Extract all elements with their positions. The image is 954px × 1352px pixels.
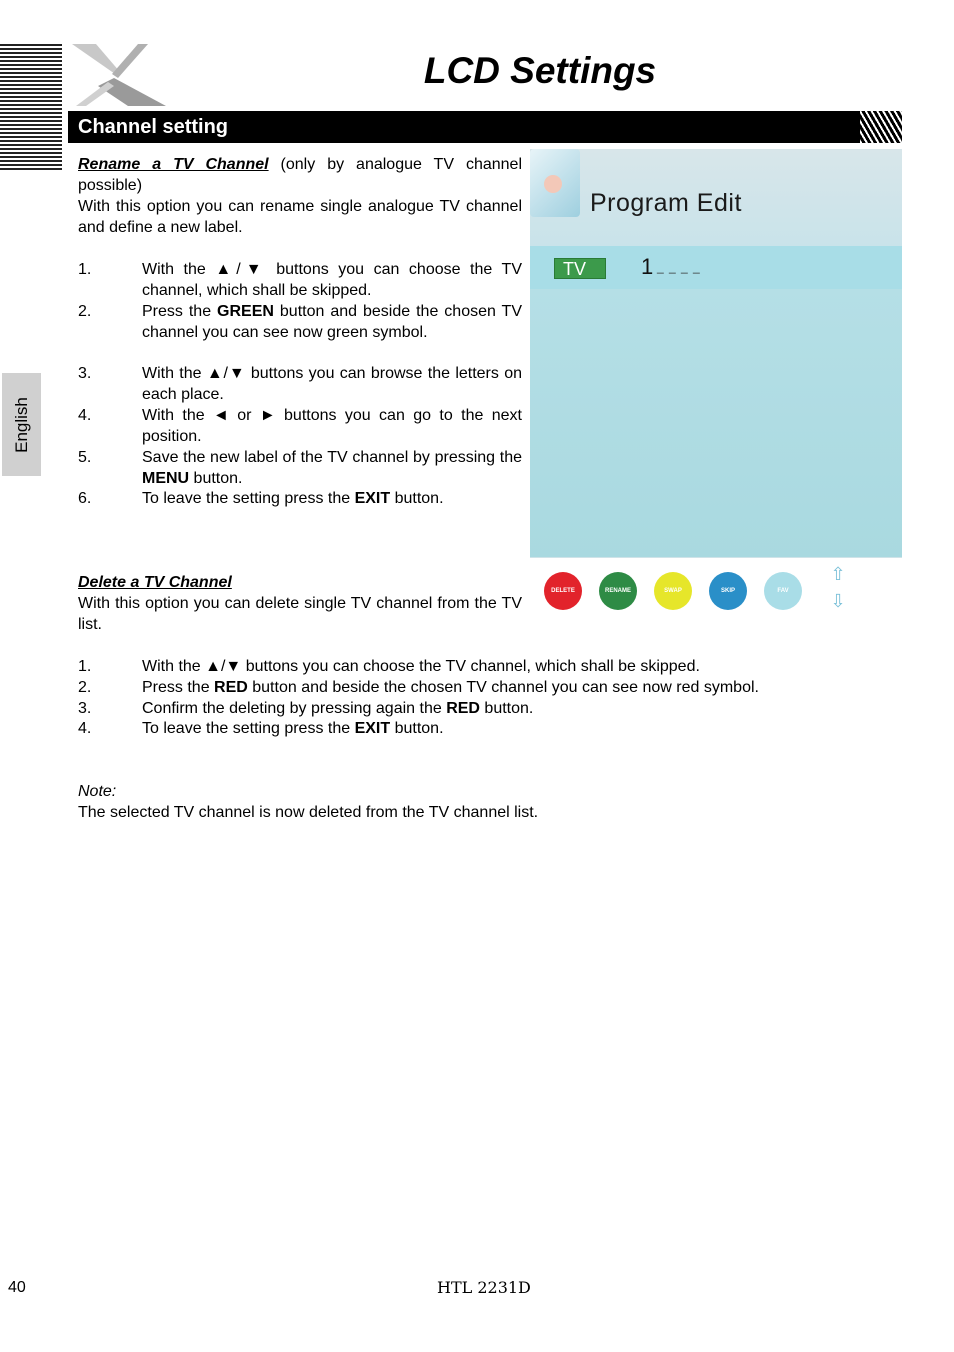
rename-heading-suffix: (only by analogue TV channel possible) (78, 156, 523, 194)
program-edit-header (530, 149, 902, 246)
delete-step-number: 2. (78, 679, 92, 696)
language-tab (2, 373, 41, 476)
delete-step-number: 1. (78, 658, 92, 675)
fav-button[interactable]: FAV (764, 572, 802, 610)
section-bar-decoration (860, 111, 902, 143)
header-stripes-decoration (0, 44, 62, 172)
rename-button[interactable]: RENAME (599, 572, 637, 610)
up-arrow-icon[interactable]: ⇧ (830, 564, 846, 584)
delete-intro-block (78, 572, 522, 635)
delete-step-text: To leave the setting press the EXIT button. (142, 720, 444, 737)
delete-heading: Delete a TV Channel (78, 574, 232, 591)
rename-intro-block (78, 154, 522, 238)
program-edit-icon (530, 149, 580, 217)
brand-logo (68, 42, 168, 108)
channel-list-area (530, 289, 902, 557)
rename-step-number: 6. (78, 490, 92, 507)
delete-step-number: 4. (78, 720, 92, 737)
rename-step-text: With the ◄ or ► buttons you can go to the next position. (142, 407, 522, 445)
rename-step-number: 5. (78, 449, 92, 466)
function-button-bar (530, 557, 902, 616)
note-label: Note: (78, 783, 117, 800)
swap-button[interactable]: SWAP (654, 572, 692, 610)
rename-step-text: Press the GREEN button and beside the chosen TV channel you can see now green symbol. (142, 303, 522, 341)
down-arrow-icon[interactable]: ⇩ (830, 591, 846, 611)
rename-step-text: To leave the setting press the EXIT button. (142, 490, 444, 507)
rename-step-text: Save the new label of the TV channel by pressing the MENU button. (142, 449, 522, 487)
channel-row[interactable] (530, 246, 902, 289)
delete-intro: With this option you can delete single TV channel from the TV list. (78, 595, 522, 633)
delete-step-text: Press the RED button and beside the chosen TV channel you can see now red symbol. (142, 679, 759, 696)
language-label: English (11, 396, 31, 453)
tv-badge: TV (554, 258, 606, 279)
rename-step-number: 4. (78, 407, 92, 424)
rename-step-text: With the ▲/▼ buttons you can choose the TV channel, which shall be skipped. (142, 261, 522, 299)
channel-number: 1 (641, 254, 654, 279)
section-header (68, 111, 902, 143)
note-text: The selected TV channel is now deleted from the TV channel list. (78, 804, 539, 821)
program-edit-screenshot (530, 149, 902, 616)
page-number: 40 (8, 1279, 26, 1296)
program-edit-title: Program Edit (590, 189, 742, 217)
rename-step-number: 2. (78, 303, 92, 320)
rename-heading: Rename a TV Channel (78, 156, 269, 173)
delete-step-text: With the ▲/▼ buttons you can choose the TV channel, which shall be skipped. (142, 658, 700, 675)
model-name: HTL 2231D (437, 1278, 531, 1297)
channel-label: _ _ _ _ (657, 260, 701, 274)
rename-step-number: 1. (78, 261, 92, 278)
page-title: LCD Settings (423, 50, 657, 91)
delete-step-number: 3. (78, 700, 92, 717)
rename-step-text: With the ▲/▼ buttons you can browse the letters on each place. (142, 365, 522, 403)
rename-intro: With this option you can rename single analogue TV channel and define a new label. (78, 198, 522, 236)
delete-step-text: Confirm the deleting by pressing again the RED button. (142, 700, 534, 717)
section-title: Channel setting (78, 116, 229, 138)
rename-step-number: 3. (78, 365, 92, 382)
skip-button[interactable]: SKIP (709, 572, 747, 610)
delete-button[interactable]: DELETE (544, 572, 582, 610)
